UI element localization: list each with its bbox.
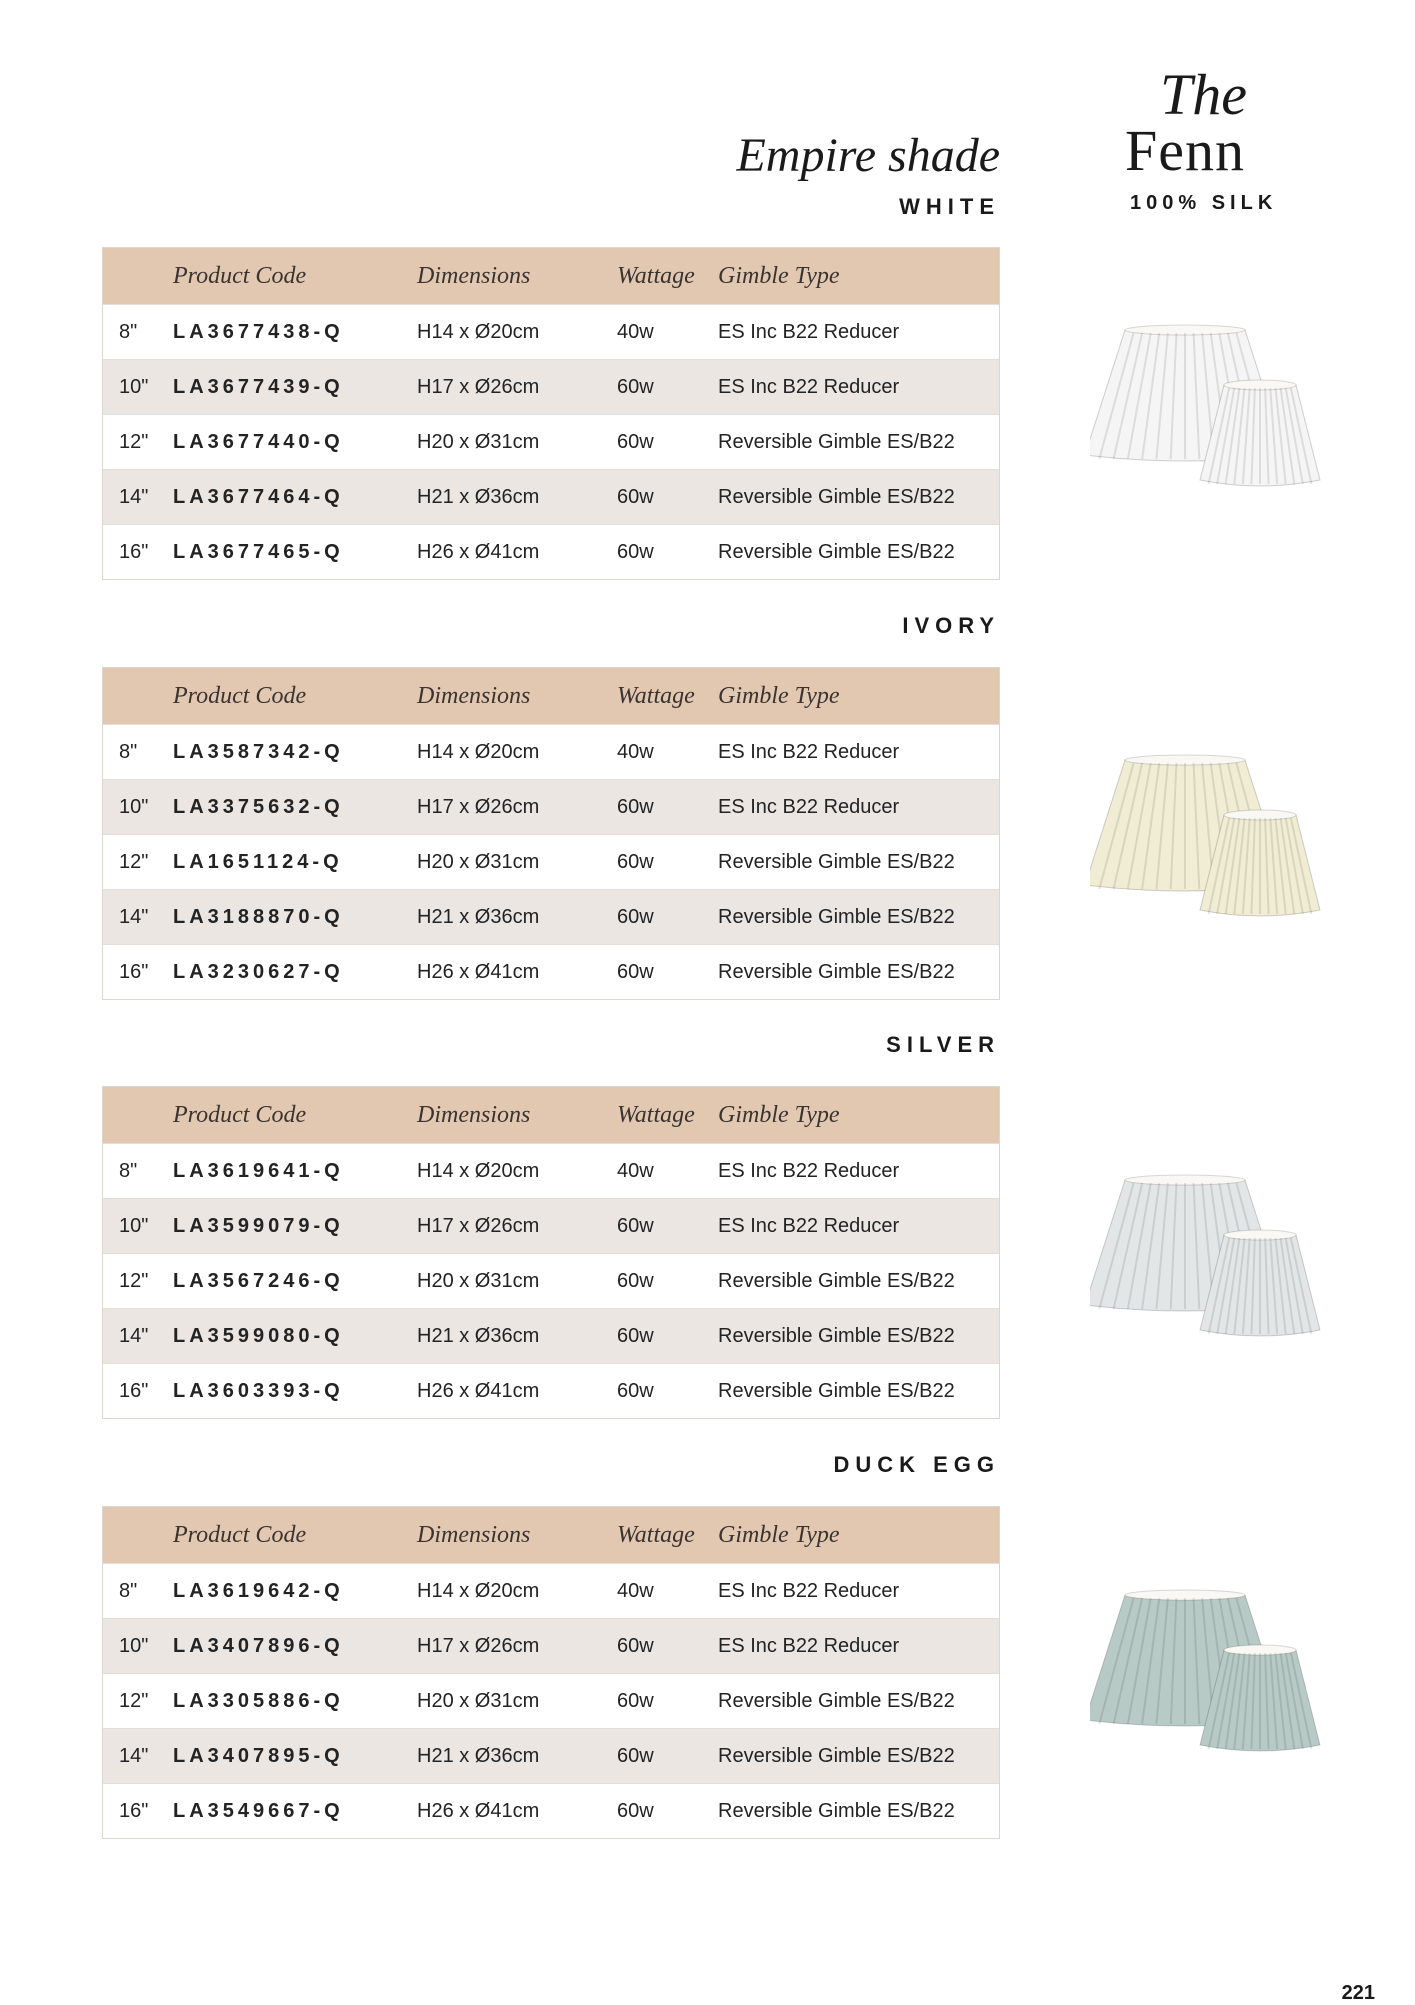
header-dimensions: Dimensions — [417, 1522, 531, 1548]
size-cell: 8" — [119, 321, 138, 343]
size-cell: 16" — [119, 961, 149, 983]
table-row — [103, 1143, 999, 1198]
table-row — [103, 469, 999, 524]
lampshade-image-duck-egg — [1090, 1575, 1330, 1775]
product-code-cell: LA3407895-Q — [173, 1745, 344, 1767]
header-wattage: Wattage — [617, 1522, 695, 1548]
gimble-type-cell: ES Inc B22 Reducer — [718, 1635, 900, 1657]
table-row — [103, 889, 999, 944]
wattage-cell: 60w — [617, 1800, 654, 1822]
product-code-cell: LA3188870-Q — [173, 906, 344, 928]
dimensions-cell: H17 x Ø26cm — [417, 1215, 540, 1237]
gimble-type-cell: Reversible Gimble ES/B22 — [718, 1270, 955, 1292]
dimensions-cell: H20 x Ø31cm — [417, 431, 540, 453]
product-table — [102, 1506, 1000, 1839]
product-code-cell: LA3677439-Q — [173, 376, 344, 398]
wattage-cell: 60w — [617, 796, 654, 818]
header-gimble-type: Gimble Type — [718, 1522, 840, 1548]
size-cell: 14" — [119, 906, 149, 928]
gimble-type-cell: ES Inc B22 Reducer — [718, 1580, 900, 1602]
page-number: 221 — [1341, 1982, 1375, 2004]
size-cell: 14" — [119, 1325, 149, 1347]
size-cell: 12" — [119, 851, 149, 873]
dimensions-cell: H21 x Ø36cm — [417, 486, 540, 508]
gimble-type-cell: Reversible Gimble ES/B22 — [718, 1325, 955, 1347]
dimensions-cell: H20 x Ø31cm — [417, 1270, 540, 1292]
gimble-type-cell: Reversible Gimble ES/B22 — [718, 961, 955, 983]
wattage-cell: 60w — [617, 1690, 654, 1712]
table-row — [103, 1673, 999, 1728]
wattage-cell: 60w — [617, 541, 654, 563]
size-cell: 12" — [119, 1690, 149, 1712]
product-table — [102, 667, 1000, 1000]
dimensions-cell: H14 x Ø20cm — [417, 321, 540, 343]
wattage-cell: 60w — [617, 1635, 654, 1657]
product-code-cell: LA3375632-Q — [173, 796, 344, 818]
header-gimble-type: Gimble Type — [718, 683, 840, 709]
size-cell: 12" — [119, 431, 149, 453]
color-label-duck-egg: DUCK EGG — [833, 1452, 1000, 1477]
table-row — [103, 1618, 999, 1673]
table-row — [103, 1563, 999, 1618]
gimble-type-cell: Reversible Gimble ES/B22 — [718, 1380, 955, 1402]
product-code-cell: LA3677438-Q — [173, 321, 344, 343]
size-cell: 14" — [119, 486, 149, 508]
gimble-type-cell: ES Inc B22 Reducer — [718, 376, 900, 398]
dimensions-cell: H26 x Ø41cm — [417, 961, 540, 983]
lampshade-image-white — [1090, 310, 1330, 510]
size-cell: 10" — [119, 376, 149, 398]
product-code-cell: LA3677464-Q — [173, 486, 344, 508]
product-code-cell: LA3549667-Q — [173, 1800, 344, 1822]
dimensions-cell: H14 x Ø20cm — [417, 741, 540, 763]
product-code-cell: LA3603393-Q — [173, 1380, 344, 1402]
table-row — [103, 779, 999, 834]
table-row — [103, 304, 999, 359]
dimensions-cell: H21 x Ø36cm — [417, 906, 540, 928]
table-row — [103, 1783, 999, 1838]
wattage-cell: 60w — [617, 961, 654, 983]
table-row — [103, 1363, 999, 1418]
header-wattage: Wattage — [617, 263, 695, 289]
header-dimensions: Dimensions — [417, 1102, 531, 1128]
wattage-cell: 60w — [617, 1745, 654, 1767]
dimensions-cell: H21 x Ø36cm — [417, 1325, 540, 1347]
product-code-cell: LA3677440-Q — [173, 431, 344, 453]
gimble-type-cell: ES Inc B22 Reducer — [718, 741, 900, 763]
lampshade-image-silver — [1090, 1160, 1330, 1360]
dimensions-cell: H20 x Ø31cm — [417, 1690, 540, 1712]
size-cell: 8" — [119, 1580, 138, 1602]
brand-material: 100% SILK — [1130, 192, 1278, 214]
product-code-cell: LA3599079-Q — [173, 1215, 344, 1237]
gimble-type-cell: Reversible Gimble ES/B22 — [718, 541, 955, 563]
color-label-ivory: IVORY — [902, 613, 1000, 638]
wattage-cell: 60w — [617, 486, 654, 508]
wattage-cell: 60w — [617, 431, 654, 453]
size-cell: 16" — [119, 1800, 149, 1822]
wattage-cell: 60w — [617, 1380, 654, 1402]
table-row — [103, 414, 999, 469]
brand-name: Fenn — [1125, 118, 1245, 183]
wattage-cell: 60w — [617, 1325, 654, 1347]
gimble-type-cell: ES Inc B22 Reducer — [718, 1160, 900, 1182]
size-cell: 10" — [119, 1635, 149, 1657]
header-product-code: Product Code — [173, 1102, 307, 1128]
table-header — [103, 248, 999, 304]
dimensions-cell: H17 x Ø26cm — [417, 376, 540, 398]
brand-the: The — [1160, 62, 1247, 127]
wattage-cell: 40w — [617, 1160, 654, 1182]
table-header — [103, 668, 999, 724]
gimble-type-cell: Reversible Gimble ES/B22 — [718, 906, 955, 928]
table-row — [103, 1253, 999, 1308]
gimble-type-cell: Reversible Gimble ES/B22 — [718, 1745, 955, 1767]
product-table — [102, 247, 1000, 580]
gimble-type-cell: Reversible Gimble ES/B22 — [718, 431, 955, 453]
header-wattage: Wattage — [617, 1102, 695, 1128]
wattage-cell: 40w — [617, 741, 654, 763]
table-row — [103, 1308, 999, 1363]
table-row — [103, 1198, 999, 1253]
size-cell: 12" — [119, 1270, 149, 1292]
wattage-cell: 60w — [617, 376, 654, 398]
header-product-code: Product Code — [173, 263, 307, 289]
table-row — [103, 524, 999, 579]
size-cell: 16" — [119, 541, 149, 563]
header-dimensions: Dimensions — [417, 263, 531, 289]
product-code-cell: LA3619642-Q — [173, 1580, 344, 1602]
dimensions-cell: H14 x Ø20cm — [417, 1160, 540, 1182]
color-label-white: WHITE — [899, 194, 1000, 219]
wattage-cell: 60w — [617, 1215, 654, 1237]
product-code-cell: LA3619641-Q — [173, 1160, 344, 1182]
table-row — [103, 359, 999, 414]
dimensions-cell: H21 x Ø36cm — [417, 1745, 540, 1767]
dimensions-cell: H17 x Ø26cm — [417, 796, 540, 818]
gimble-type-cell: ES Inc B22 Reducer — [718, 796, 900, 818]
table-header — [103, 1507, 999, 1563]
wattage-cell: 60w — [617, 906, 654, 928]
wattage-cell: 60w — [617, 1270, 654, 1292]
dimensions-cell: H14 x Ø20cm — [417, 1580, 540, 1602]
product-code-cell: LA3677465-Q — [173, 541, 344, 563]
color-label-silver: SILVER — [886, 1032, 1000, 1057]
header-wattage: Wattage — [617, 683, 695, 709]
wattage-cell: 60w — [617, 851, 654, 873]
product-code-cell: LA3587342-Q — [173, 741, 344, 763]
header-product-code: Product Code — [173, 1522, 307, 1548]
product-code-cell: LA3567246-Q — [173, 1270, 344, 1292]
header-gimble-type: Gimble Type — [718, 263, 840, 289]
size-cell: 14" — [119, 1745, 149, 1767]
dimensions-cell: H26 x Ø41cm — [417, 1380, 540, 1402]
dimensions-cell: H26 x Ø41cm — [417, 1800, 540, 1822]
table-row — [103, 1728, 999, 1783]
size-cell: 10" — [119, 796, 149, 818]
product-code-cell: LA3407896-Q — [173, 1635, 344, 1657]
header-product-code: Product Code — [173, 683, 307, 709]
size-cell: 8" — [119, 1160, 138, 1182]
wattage-cell: 40w — [617, 1580, 654, 1602]
size-cell: 16" — [119, 1380, 149, 1402]
product-code-cell: LA3599080-Q — [173, 1325, 344, 1347]
header-gimble-type: Gimble Type — [718, 1102, 840, 1128]
dimensions-cell: H26 x Ø41cm — [417, 541, 540, 563]
table-row — [103, 724, 999, 779]
product-table — [102, 1086, 1000, 1419]
product-code-cell: LA1651124-Q — [173, 851, 343, 873]
size-cell: 10" — [119, 1215, 149, 1237]
page-title: Empire shade — [736, 129, 1000, 182]
gimble-type-cell: Reversible Gimble ES/B22 — [718, 1690, 955, 1712]
gimble-type-cell: ES Inc B22 Reducer — [718, 321, 900, 343]
wattage-cell: 40w — [617, 321, 654, 343]
table-row — [103, 834, 999, 889]
gimble-type-cell: Reversible Gimble ES/B22 — [718, 1800, 955, 1822]
table-row — [103, 944, 999, 999]
gimble-type-cell: Reversible Gimble ES/B22 — [718, 486, 955, 508]
product-code-cell: LA3230627-Q — [173, 961, 344, 983]
header-dimensions: Dimensions — [417, 683, 531, 709]
product-code-cell: LA3305886-Q — [173, 1690, 344, 1712]
table-header — [103, 1087, 999, 1143]
gimble-type-cell: ES Inc B22 Reducer — [718, 1215, 900, 1237]
gimble-type-cell: Reversible Gimble ES/B22 — [718, 851, 955, 873]
dimensions-cell: H17 x Ø26cm — [417, 1635, 540, 1657]
size-cell: 8" — [119, 741, 138, 763]
dimensions-cell: H20 x Ø31cm — [417, 851, 540, 873]
lampshade-image-ivory — [1090, 740, 1330, 940]
